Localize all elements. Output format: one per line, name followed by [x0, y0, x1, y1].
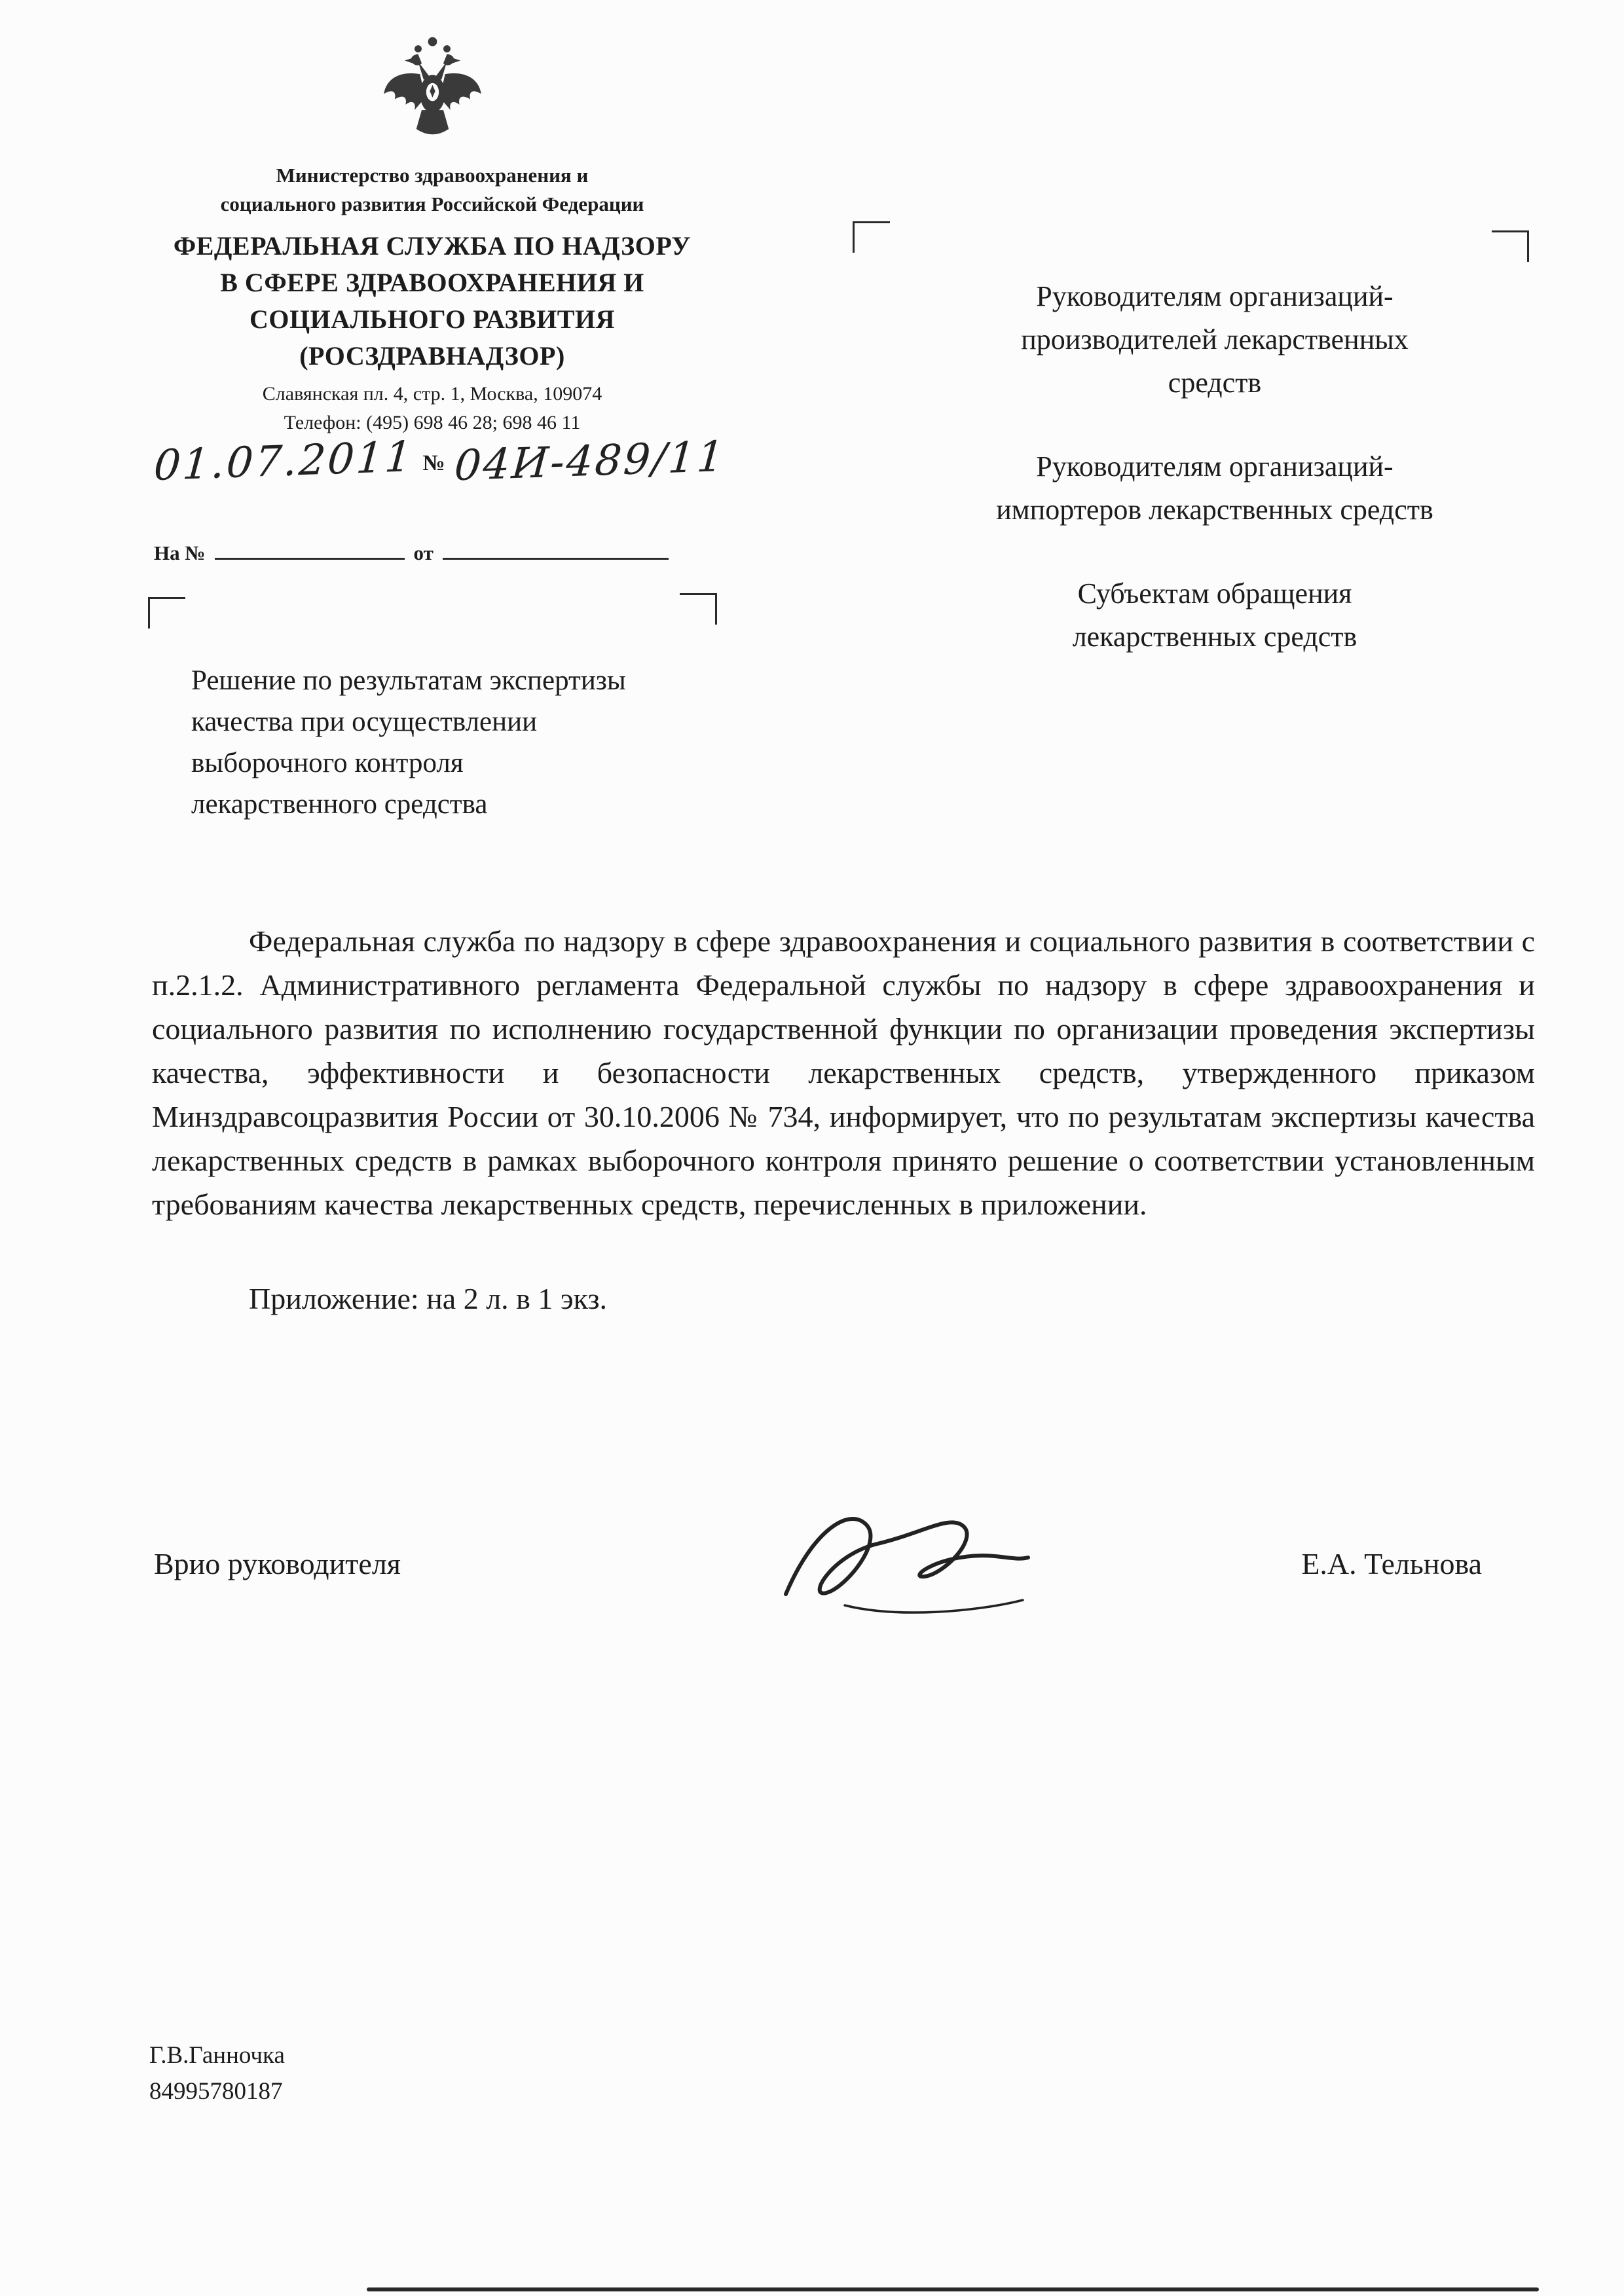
signer-name: Е.А. Тельнова — [1301, 1547, 1482, 1580]
ministry-name-line2: социального развития Российской Федерации — [220, 192, 644, 215]
addressee-line: лекарственных средств — [1072, 621, 1357, 653]
addressee-importers — [877, 445, 1552, 532]
subject-block — [191, 660, 754, 825]
service-name-line2: В СФЕРЕ ЗДРАВООХРАНЕНИЯ И — [220, 268, 644, 297]
reference-ot-label: от — [413, 541, 434, 564]
service-name-line4: (РОСЗДРАВНАДЗОР) — [299, 341, 565, 371]
handwritten-number: 04И-489/11 — [452, 432, 728, 491]
addressee-line: Руководителям организаций- — [1036, 450, 1393, 483]
reference-number-blank — [215, 538, 405, 560]
executor-phone: 84995780187 — [149, 2078, 283, 2105]
addressee-subjects — [877, 572, 1552, 659]
subject-line: Решение по результатам экспертизы — [191, 665, 626, 696]
addressee-line: Руководителям организаций- — [1036, 280, 1393, 312]
addressee-manufacturers — [877, 275, 1552, 405]
outgoing-number-line — [152, 432, 743, 491]
addressee-line: Субъектам обращения — [1077, 577, 1352, 610]
corner-mark-subject-left — [148, 597, 185, 629]
addressee-line: импортеров лекарственных средств — [996, 494, 1433, 526]
subject-line: выборочного контроля — [191, 748, 464, 778]
letterhead — [138, 34, 727, 437]
reference-na-label: На № — [154, 541, 206, 564]
body-paragraph: Федеральная служба по надзору в сфере здравоохранения и социального развития в соответствии с п.2.1.2. Административного регламента Федеральной службы по надзору в сфере здравоохранения и социального развития по исполнению государственной функции по организации проведения экспертизы качества, эффективности и безопасности лекарственных средств, утвержденного приказом Минздравсоцразвития России от 30.10.2006 № 734, информирует, что по результатам экспертизы качества лекарственных средств в рамках выборочного контроля принято решение о соответствии установленным требованиям качества лекарственных средств, перечисленных в приложении. — [152, 924, 1535, 1221]
phone-line: Телефон: (495) 698 46 28; 698 46 11 — [284, 412, 581, 433]
letter-body — [152, 919, 1535, 1316]
addressee-line: средств — [1168, 367, 1262, 399]
addressee-line: производителей лекарственных — [1021, 323, 1409, 355]
reference-line — [154, 538, 678, 565]
signature-autograph-icon — [766, 1493, 1041, 1630]
number-sign: № — [422, 451, 445, 475]
ministry-name-line1: Министерство здравоохранения и — [276, 164, 589, 187]
scan-artifact — [367, 2287, 1539, 2291]
corner-mark-address-left — [853, 221, 890, 253]
handwritten-date: 01.07.2011 — [152, 432, 415, 491]
service-name-line3: СОЦИАЛЬНОГО РАЗВИТИЯ — [249, 304, 615, 334]
reference-date-blank — [443, 538, 669, 560]
attachment-line: Приложение: на 2 л. в 1 экз. — [249, 1282, 608, 1315]
addressee-block — [877, 275, 1552, 699]
executor-name: Г.В.Ганночка — [149, 2042, 285, 2069]
corner-mark-address-right — [1492, 230, 1529, 262]
service-name-line1: ФЕДЕРАЛЬНАЯ СЛУЖБА ПО НАДЗОРУ — [173, 231, 692, 261]
postal-address: Славянская пл. 4, стр. 1, Москва, 109074 — [262, 383, 602, 405]
executor-block — [149, 2037, 285, 2109]
coat-of-arms-icon — [378, 34, 487, 152]
subject-line: лекарственного средства — [191, 789, 488, 820]
subject-line: качества при осуществлении — [191, 706, 538, 737]
signer-position: Врио руководителя — [154, 1547, 401, 1580]
corner-mark-subject-right — [680, 593, 717, 625]
